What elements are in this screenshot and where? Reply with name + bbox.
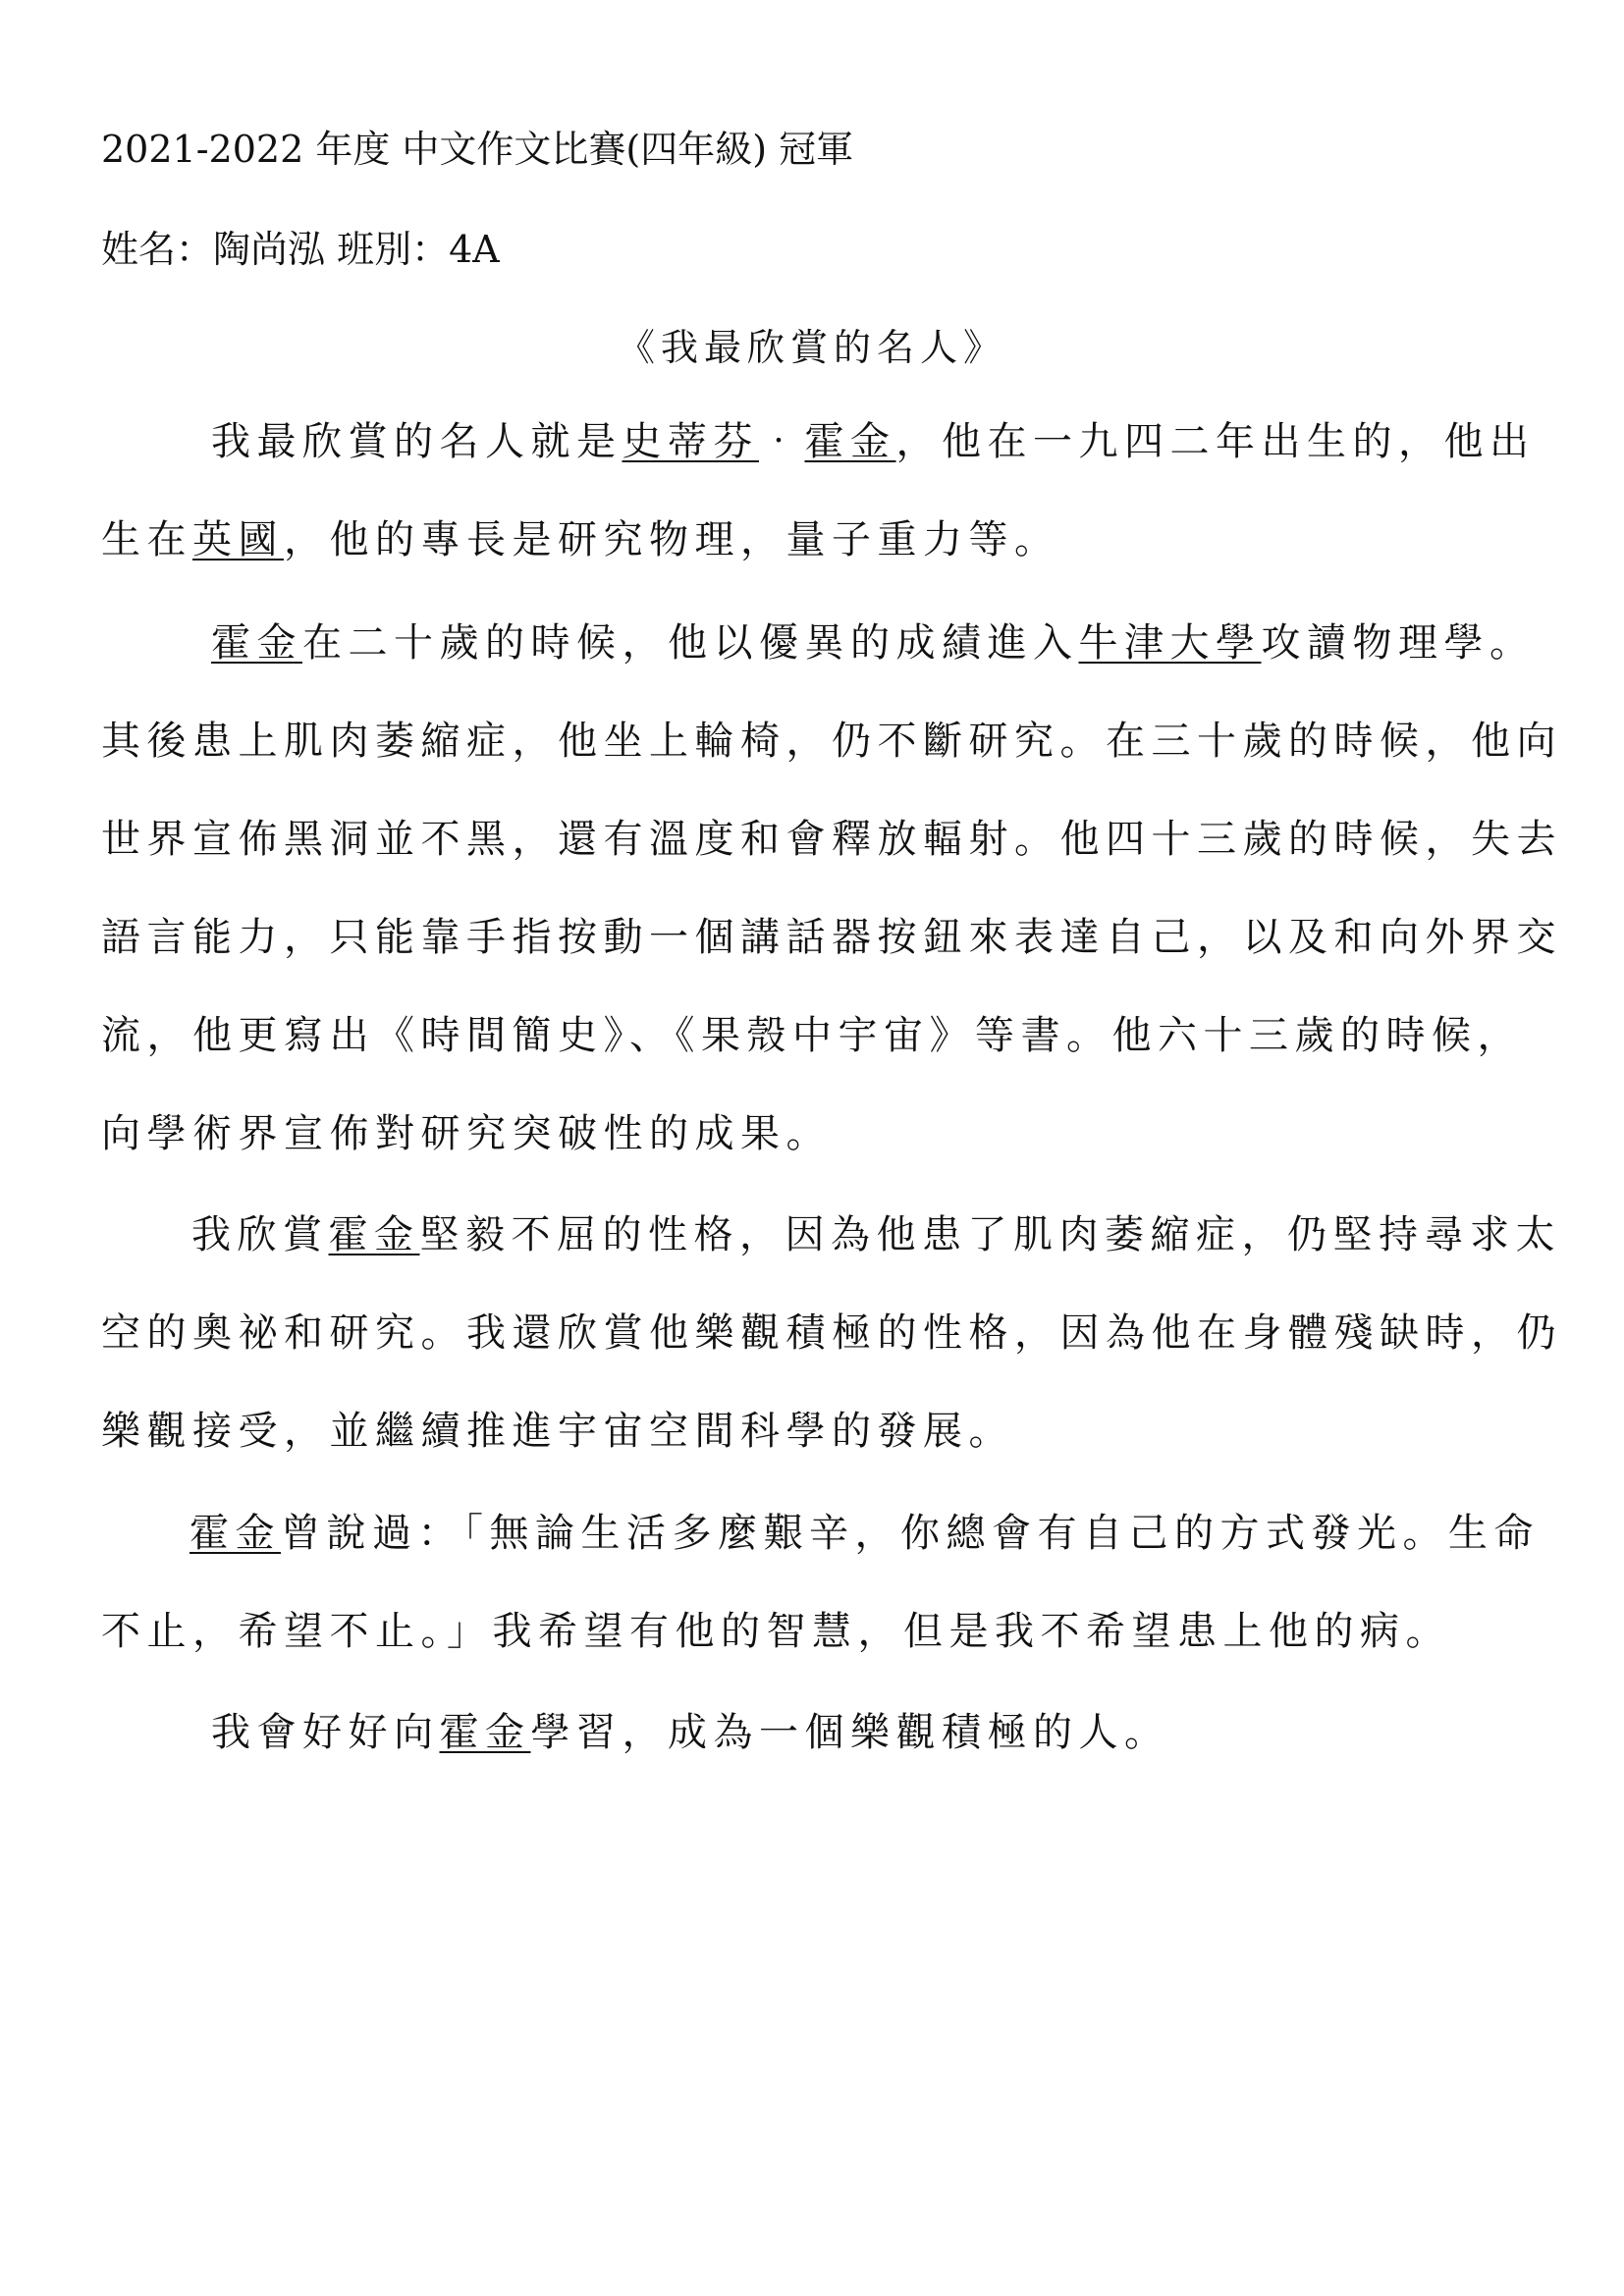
essay-line [101, 1308, 1562, 1358]
essay-title: 《我最欣賞的名人》 [617, 326, 1006, 369]
text-run: 流，他更寫出《時間簡史》、《果殼中宇宙》等書。他六十三歲的時候， [101, 1013, 1523, 1058]
essay-line [211, 1708, 1170, 1757]
proper-noun: 霍金 [328, 1212, 420, 1257]
essay-line [191, 1210, 1561, 1259]
text-run: 我欣賞 [191, 1212, 329, 1257]
proper-noun: 霍金 [211, 620, 302, 666]
text-run: ，他的專長是研究物理，量子重力等。 [284, 517, 1060, 562]
text-run: 向學術界宣佈對研究突破性的成果。 [101, 1111, 832, 1156]
essay-line [189, 1509, 1540, 1558]
proper-noun: 霍金 [804, 419, 896, 464]
competition-title: 2021-2022 年度 中文作文比賽(四年級) 冠軍 [101, 128, 854, 171]
essay-line [101, 1109, 832, 1158]
text-run: 樂觀接受，並繼續推進宇宙空間科學的發展。 [101, 1409, 1014, 1454]
essay-line [101, 815, 1562, 864]
proper-noun: 霍金 [439, 1710, 531, 1755]
text-run: 我最欣賞的名人就是 [211, 419, 623, 464]
proper-noun: 霍金 [189, 1511, 281, 1556]
text-run: 不止，希望不止。」我希望有他的智慧，但是我不希望患上他的病。 [101, 1609, 1451, 1654]
proper-noun: 英國 [192, 517, 284, 562]
essay-line [101, 1011, 1523, 1060]
text-run: 其後患上肌肉萎縮症，他坐上輪椅，仍不斷研究。在三十歲的時候，他向 [101, 719, 1562, 764]
essay-line [101, 515, 1060, 564]
proper-noun: 史蒂芬 [622, 419, 759, 464]
text-run: 曾說過：「無論生活多麼艱辛，你總會有自己的方式發光。生命 [281, 1511, 1540, 1556]
essay-line [211, 417, 1536, 466]
essay-line [101, 717, 1562, 766]
text-run: 學習，成為一個樂觀積極的人。 [530, 1710, 1170, 1755]
text-run: 語言能力，只能靠手指按動一個講話器按鈕來表達自己，以及和向外界交 [101, 915, 1562, 960]
text-run: 在二十歲的時候，他以優異的成績進入 [302, 620, 1079, 666]
proper-noun: 牛津大學 [1078, 620, 1262, 666]
text-run: ，他在一九四二年出生的，他出 [895, 419, 1536, 464]
essay-line [101, 1607, 1451, 1656]
essay-line [211, 618, 1536, 667]
student-info: 姓名：陶尚泓 班別：4A [101, 228, 500, 271]
text-run: 生在 [101, 517, 192, 562]
text-run: 我會好好向 [211, 1710, 440, 1755]
text-run: ‧ [759, 419, 805, 464]
text-run: 空的奧祕和研究。我還欣賞他樂觀積極的性格，因為他在身體殘缺時，仍 [101, 1310, 1562, 1356]
essay-line [101, 1407, 1014, 1456]
essay-line [101, 913, 1562, 962]
text-run: 攻讀物理學。 [1261, 620, 1536, 666]
text-run: 世界宣佈黑洞並不黑，還有溫度和會釋放輻射。他四十三歲的時候，失去 [101, 817, 1562, 862]
text-run: 堅毅不屈的性格，因為他患了肌肉萎縮症，仍堅持尋求太 [419, 1212, 1561, 1257]
